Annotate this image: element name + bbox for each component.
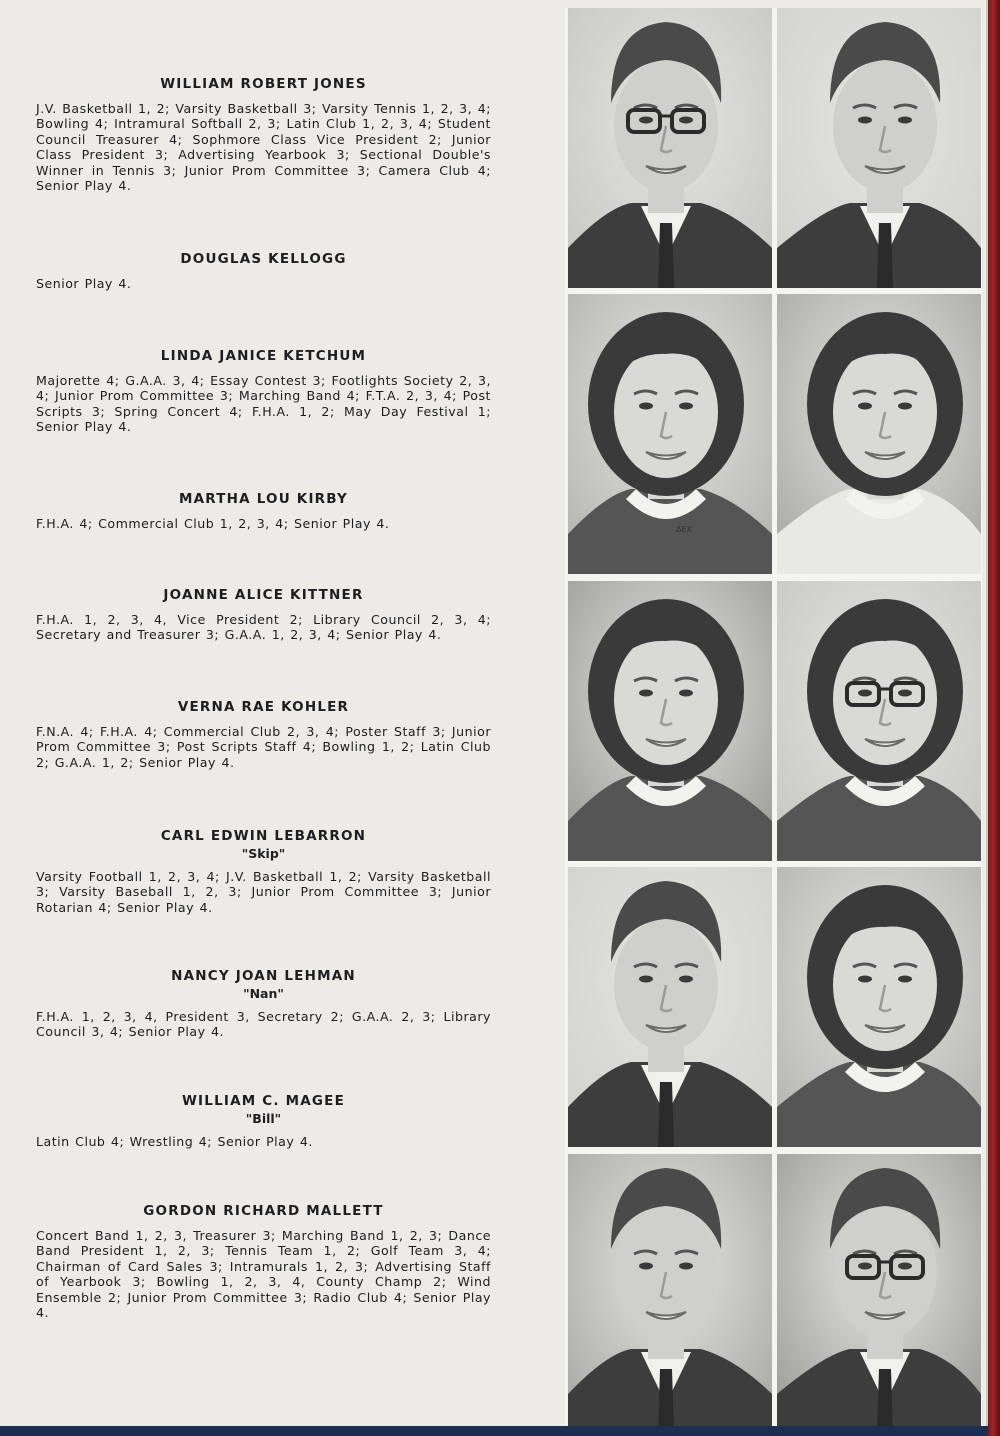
senior-entry-kittner <box>36 587 491 643</box>
senior-name: MARTHA LOU KIRBY <box>179 491 348 507</box>
senior-portrait-photo <box>568 294 772 574</box>
senior-name: LINDA JANICE KETCHUM <box>160 348 367 364</box>
senior-activities: F.H.A. 1, 2, 3, 4, Vice President 2; Library Council 2, 3, 4; Secretary and Treasurer 3; G.A.A. 1, 2, 3, 4; Senior Play 4. <box>36 612 491 643</box>
senior-portrait-photo <box>777 1154 981 1434</box>
senior-activities: F.N.A. 4; F.H.A. 4; Commercial Club 2, 3, 4; Poster Staff 3; Junior Prom Committee 3; Post Scripts Staff 4; Bowling 1, 2; Latin Club 2; G.A.A. 1, 2; Senior Play 4. <box>36 724 491 770</box>
senior-name: NANCY JOAN LEHMAN <box>171 968 356 984</box>
book-cover-edge <box>0 1426 988 1436</box>
senior-nickname: "Skip" <box>241 846 286 861</box>
senior-entry-magee <box>36 1093 491 1149</box>
senior-entry-kohler <box>36 699 491 770</box>
senior-portrait-photo <box>568 581 772 861</box>
senior-descriptions-column <box>30 0 500 1426</box>
senior-activities: Concert Band 1, 2, 3, Treasurer 3; Marching Band 1, 2, 3; Dance Band President 1, 2, 3; Tennis Team 1, 2; Golf Team 3, 4; Chairman of Card Sales 3; Intramurals 1, 2, 3; Advertising Staff of Yearbook 3; Bowling 1, 2, 3, 4, County Champ 2; Wind Ensemble 2; Junior Prom Committee 3; Radio Club 4; Senior Play 4. <box>36 1228 491 1321</box>
senior-entry-mallett <box>36 1203 491 1320</box>
senior-activities: Varsity Football 1, 2, 3, 4; J.V. Basketball 1, 2; Varsity Basketball 3; Varsity Baseball 1, 2, 3; Junior Prom Committee 3; Junior Rotarian 4; Senior Play 4. <box>36 869 491 915</box>
senior-entry-jones <box>36 76 491 193</box>
book-spine <box>988 0 1000 1436</box>
senior-portrait-photo <box>568 1154 772 1434</box>
senior-entry-kellogg <box>36 251 491 291</box>
senior-entry-kirby <box>36 491 491 531</box>
senior-portrait-photo <box>568 867 772 1147</box>
senior-name: VERNA RAE KOHLER <box>177 699 350 715</box>
senior-portrait-photo <box>568 8 772 288</box>
senior-activities: Senior Play 4. <box>36 276 132 291</box>
senior-portrait-grid <box>565 8 982 1426</box>
senior-entry-lebarron <box>36 828 491 915</box>
senior-name: WILLIAM C. MAGEE <box>181 1093 346 1109</box>
senior-nickname: "Nan" <box>243 986 284 1001</box>
senior-name: DOUGLAS KELLOGG <box>180 251 347 267</box>
senior-name: GORDON RICHARD MALLETT <box>143 1203 384 1219</box>
senior-name: WILLIAM ROBERT JONES <box>160 76 367 92</box>
senior-activities: F.H.A. 4; Commercial Club 1, 2, 3, 4; Senior Play 4. <box>36 516 390 531</box>
senior-portrait-photo <box>777 867 981 1147</box>
senior-activities: Majorette 4; G.A.A. 3, 4; Essay Contest 3; Footlights Society 2, 3, 4; Junior Prom Committee 3; Marching Band 4; F.T.A. 2, 3, 4; Post Scripts 3; Spring Concert 4; F.H.A. 1, 2; May Day Festival 1; Senior Play 4. <box>36 373 491 435</box>
senior-name: JOANNE ALICE KITTNER <box>163 587 364 603</box>
senior-activities: F.H.A. 1, 2, 3, 4, President 3, Secretary 2; G.A.A. 2, 3; Library Council 3, 4; Senior Play 4. <box>36 1009 491 1040</box>
senior-activities: J.V. Basketball 1, 2; Varsity Basketball 3; Varsity Tennis 1, 2, 3, 4; Bowling 4; Intramural Softball 2, 3; Latin Club 1, 2, 3, 4; Student Council Treasurer 4; Sophmore Class Vice President 2; Junior Class President 3; Advertising Yearbook 3; Sectional Double's Winner in Tennis 3; Junior Prom Committee 3; Camera Club 4; Senior Play 4. <box>36 101 491 194</box>
senior-portrait-photo <box>777 8 981 288</box>
senior-nickname: "Bill" <box>245 1111 282 1126</box>
senior-entry-lehman <box>36 968 491 1040</box>
senior-portrait-photo <box>777 581 981 861</box>
senior-activities: Latin Club 4; Wrestling 4; Senior Play 4. <box>36 1134 313 1149</box>
collar-monogram: ΔEX <box>676 525 693 534</box>
senior-name: CARL EDWIN LEBARRON <box>160 828 367 844</box>
senior-portrait-photo <box>777 294 981 574</box>
senior-entry-ketchum <box>36 348 491 435</box>
